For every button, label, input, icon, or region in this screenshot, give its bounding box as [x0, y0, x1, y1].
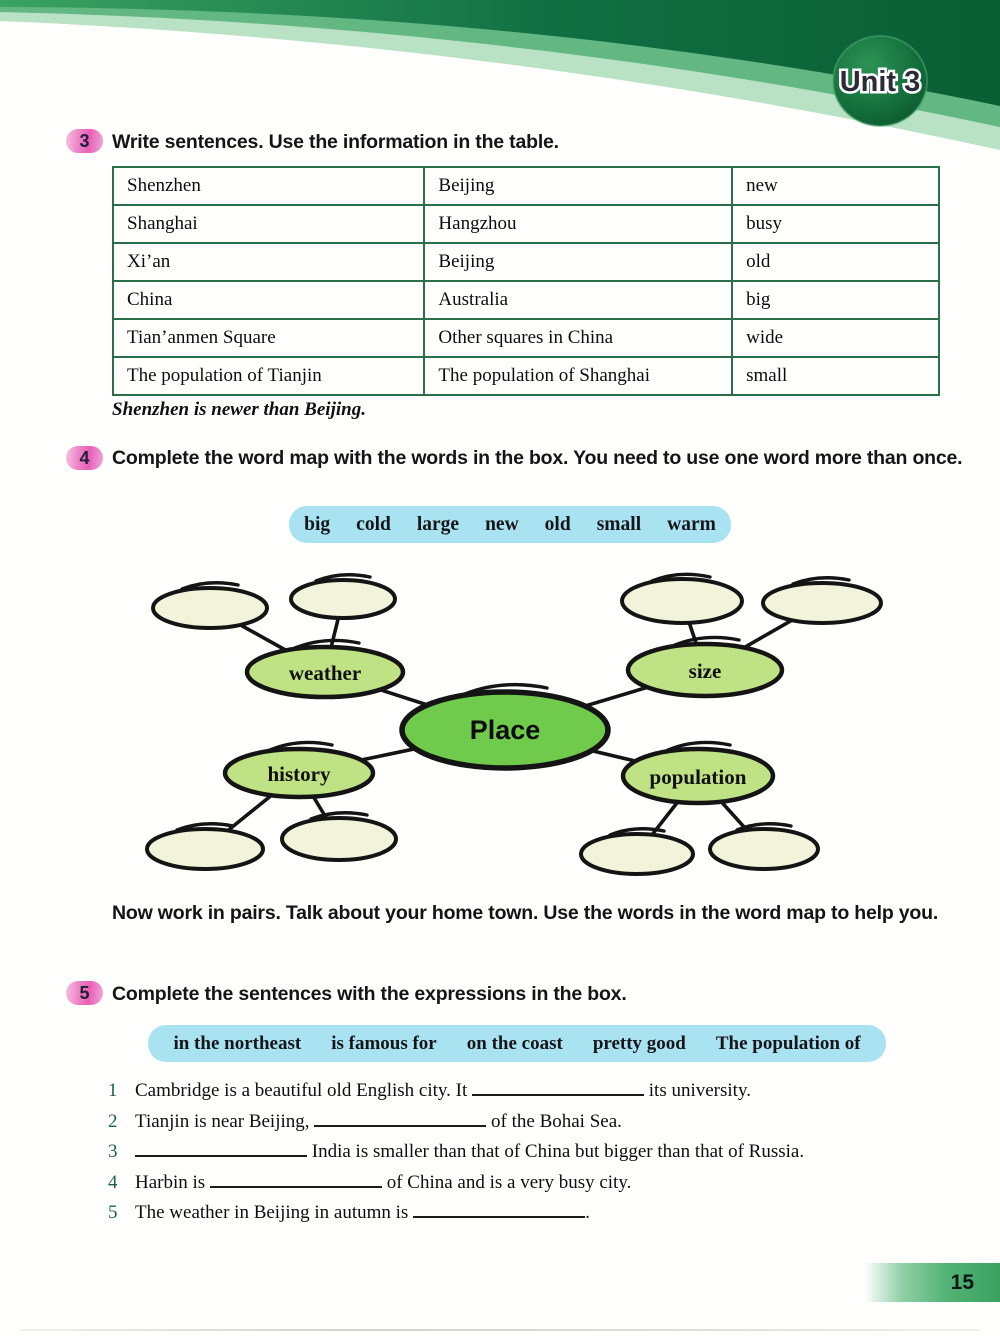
- comparison-table: [112, 166, 940, 396]
- sentence-number: 4: [108, 1171, 118, 1193]
- map-empty-ellipse: [291, 580, 395, 618]
- table-row: [113, 319, 939, 357]
- pairwork-instruction: Now work in pairs. Talk about your home town. Use the words in the word map to help you.: [112, 902, 939, 924]
- sentence-text: Cambridge is a beautiful old English city. It its university.: [135, 1080, 751, 1101]
- exercise5-number-badge: 5: [66, 981, 103, 1005]
- table-cell: new: [732, 167, 939, 205]
- sentence-text: Harbin is of China and is a very busy city.: [135, 1171, 632, 1193]
- map-empty-ellipse: [710, 829, 818, 869]
- exercise5-title: Complete the sentences with the expressions in the box.: [112, 983, 627, 1005]
- sentence-blank: [413, 1201, 585, 1218]
- sentence-blank: [472, 1079, 644, 1096]
- table-cell: The population of Tianjin: [113, 357, 424, 395]
- sentence-blank: [210, 1171, 382, 1188]
- example-sentence: Shenzhen is newer than Beijing.: [112, 399, 366, 420]
- expression-box-item: The population of: [715, 1032, 861, 1054]
- exercise4-number-badge: 4: [66, 446, 103, 470]
- table-cell: Xi’an: [113, 243, 424, 281]
- word-box-item: old: [544, 513, 571, 535]
- sentence-number: 1: [108, 1080, 118, 1101]
- word-box-item: cold: [356, 513, 391, 535]
- table-cell: Shenzhen: [113, 167, 424, 205]
- exercise3-number-badge: 3: [66, 129, 103, 153]
- page-bottom-edge: [20, 1329, 980, 1331]
- table-cell: Australia: [424, 281, 732, 319]
- sentence-text: Tianjin is near Beijing, of the Bohai Sea.: [135, 1110, 622, 1132]
- sentence-blank: [314, 1110, 486, 1127]
- table-cell: Shanghai: [113, 205, 424, 243]
- word-box-item: small: [596, 513, 642, 535]
- sentence-item: [108, 1168, 988, 1199]
- expression-box-item: is famous for: [331, 1032, 437, 1054]
- sentence-text: The weather in Beijing in autumn is .: [135, 1202, 590, 1224]
- sentence-blank: [135, 1140, 307, 1157]
- table-cell: Other squares in China: [424, 319, 732, 357]
- map-empty-ellipse: [153, 588, 267, 628]
- table-cell: Hangzhou: [424, 205, 732, 243]
- sentence-number: 3: [108, 1141, 118, 1163]
- table-cell: Beijing: [424, 243, 732, 281]
- expression-box-item: on the coast: [466, 1032, 563, 1054]
- table-cell: Tian’anmen Square: [113, 319, 424, 357]
- table-row: [113, 205, 939, 243]
- sentence-item: [108, 1137, 988, 1168]
- map-empty-ellipse: [147, 829, 263, 869]
- table-cell: Beijing: [424, 167, 732, 205]
- map-empty-ellipse: [282, 818, 396, 860]
- map-label-size: size: [688, 659, 722, 683]
- map-empty-ellipse: [581, 834, 693, 874]
- sentence-list: [108, 1076, 988, 1229]
- map-label-population: population: [649, 765, 747, 789]
- table-cell: small: [732, 357, 939, 395]
- table-cell: China: [113, 281, 424, 319]
- sentence-number: 2: [108, 1110, 118, 1132]
- word-box: [289, 506, 731, 543]
- table-row: [113, 167, 939, 205]
- exercise4-title: Complete the word map with the words in the box. You need to use one word more than once.: [112, 447, 963, 469]
- page-number: 15: [950, 1271, 974, 1294]
- sentence-item: [108, 1198, 988, 1229]
- word-box-item: large: [416, 513, 460, 535]
- sentence-item: [108, 1107, 988, 1138]
- table-cell: The population of Shanghai: [424, 357, 732, 395]
- page-number-bar: [864, 1263, 1000, 1302]
- sentence-item: [108, 1076, 988, 1107]
- map-empty-ellipse: [763, 583, 881, 623]
- word-box-item: new: [485, 513, 519, 535]
- word-box-item: warm: [667, 513, 716, 535]
- map-label-history: history: [267, 762, 331, 786]
- sentence-number: 5: [108, 1202, 118, 1224]
- word-map: [0, 556, 1000, 904]
- expression-box-item: in the northeast: [173, 1032, 302, 1054]
- exercise3-title: Write sentences. Use the information in the table.: [112, 131, 559, 153]
- table-row: [113, 243, 939, 281]
- table-cell: busy: [732, 205, 939, 243]
- table-cell: wide: [732, 319, 939, 357]
- table-cell: big: [732, 281, 939, 319]
- expression-box: [148, 1025, 886, 1062]
- table-row: [113, 281, 939, 319]
- map-label-weather: weather: [288, 661, 362, 685]
- table-row: [113, 357, 939, 395]
- map-label-place: Place: [469, 715, 541, 745]
- unit-badge-label: Unit 3: [839, 66, 921, 98]
- comparison-table-body: [113, 167, 939, 395]
- map-empty-ellipse: [622, 579, 742, 623]
- sentence-text: India is smaller than that of China but bigger than that of Russia.: [135, 1141, 804, 1162]
- table-cell: old: [732, 243, 939, 281]
- expression-box-item: pretty good: [592, 1032, 686, 1054]
- word-box-item: big: [304, 513, 331, 535]
